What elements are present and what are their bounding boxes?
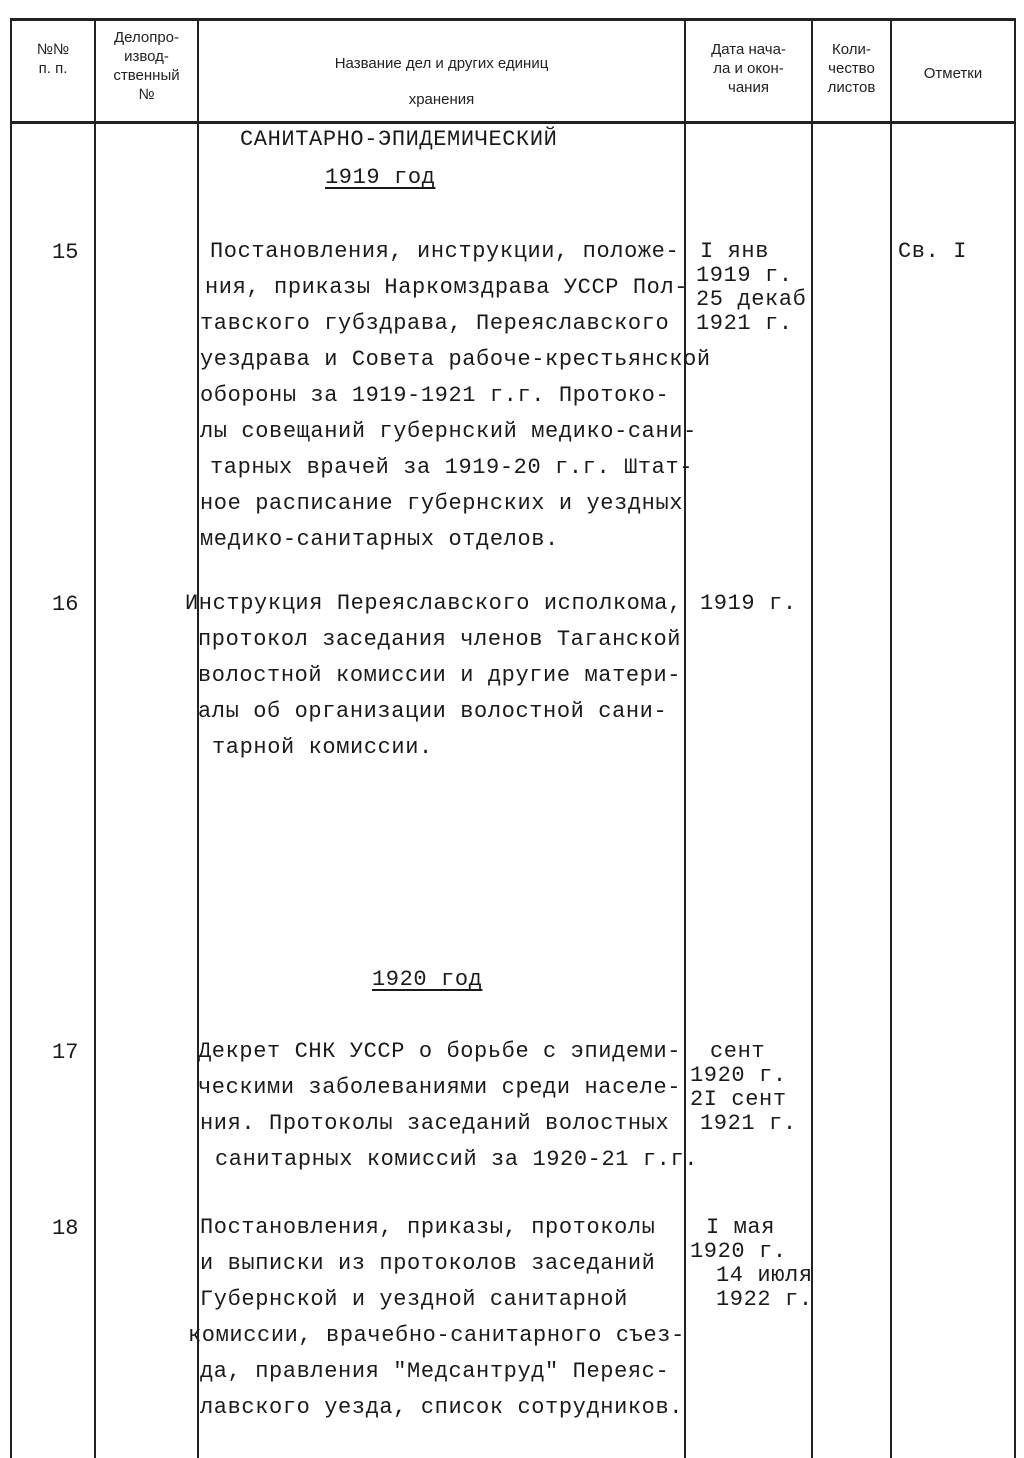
entry-date: 1919 г. [700, 591, 797, 616]
entry-title-line: протокол заседания членов Таганской [198, 627, 682, 652]
entry-title-line: тавского губздрава, Переяславского [200, 311, 670, 336]
entry-title-line: Постановления, инструкции, положе- [210, 239, 680, 264]
entry-date: 2I сент [690, 1087, 787, 1112]
header-dates [686, 40, 811, 97]
header-text: Дата нача- [711, 41, 786, 58]
entry-title-line: ное расписание губернских и уездных [200, 491, 684, 516]
entry-title-line: ния, приказы Наркомздрава УССР Пол- [205, 275, 689, 300]
entry-title-line: комиссии, врачебно-санитарного съез- [188, 1323, 685, 1348]
entry-number: 18 [52, 1216, 79, 1241]
entry-title-line: лавского уезда, список сотрудников. [200, 1395, 684, 1420]
entry-number: 15 [52, 240, 79, 265]
entry-date: 1921 г. [696, 311, 793, 336]
header-text: ственный [113, 67, 180, 84]
header-text: хранения [408, 91, 475, 108]
column-divider [684, 18, 686, 1458]
entry-date: сент [710, 1039, 766, 1064]
entry-date: 1920 г. [690, 1063, 787, 1088]
entry-notes: Св. I [898, 239, 968, 264]
header-text: ла и окон- [713, 60, 784, 77]
header-text: Коли- [832, 41, 871, 58]
table-top-border [10, 18, 1016, 21]
entry-title-line: обороны за 1919-1921 г.г. Протоко- [200, 383, 670, 408]
header-title [199, 46, 684, 118]
header-bottom-border [10, 121, 1016, 124]
entry-title-line: Декрет СНК УССР о борьбе с эпидеми- [198, 1039, 682, 1064]
header-text: Отметки [923, 65, 983, 82]
entry-title-line: Постановления, приказы, протоколы [200, 1215, 656, 1240]
header-text: чество [828, 60, 875, 77]
entry-title-line: уездрава и Совета рабоче-крестьянской [200, 347, 711, 372]
header-text: п. п. [38, 60, 68, 77]
entry-title-line: волостной комиссии и другие матери- [198, 663, 682, 688]
column-divider [811, 18, 813, 1458]
entry-title-line: и выписки из протоколов заседаний [200, 1251, 656, 1276]
entry-date: I янв [700, 239, 770, 264]
header-sheets [813, 40, 890, 97]
header-office-number [96, 28, 197, 104]
year-heading-1920: 1920 год [372, 967, 483, 992]
header-num [12, 40, 94, 78]
column-divider [197, 18, 199, 1458]
entry-title-line: алы об организации волостной сани- [198, 699, 668, 724]
header-text: извод- [124, 48, 169, 65]
header-text: Делопро- [113, 29, 180, 46]
entry-date: 25 декаб [696, 287, 807, 312]
entry-number: 17 [52, 1040, 79, 1065]
column-divider [94, 18, 96, 1458]
header-text: №№ [36, 41, 70, 58]
entry-title-line: тарных врачей за 1919-20 г.г. Штат- [210, 455, 694, 480]
entry-title-line: ния. Протоколы заседаний волостных [200, 1111, 670, 1136]
entry-date: I мая [706, 1215, 776, 1240]
entry-title-line: да, правления "Медсантруд" Переяс- [200, 1359, 670, 1384]
header-text: Название дел и других единиц [334, 55, 549, 72]
entry-title-line: тарной комиссии. [212, 735, 433, 760]
header-text: чания [728, 79, 769, 96]
entry-title-line: Инструкция Переяславского исполкома, [185, 591, 682, 616]
column-divider [1014, 18, 1016, 1458]
entry-date: 14 июля [716, 1263, 813, 1288]
entry-title-line: Губернской и уездной санитарной [200, 1287, 628, 1312]
year-heading-1919: 1919 год [325, 165, 436, 190]
entry-date: 1921 г. [700, 1111, 797, 1136]
entry-title-line: санитарных комиссий за 1920-21 г.г. [215, 1147, 699, 1172]
entry-number: 16 [52, 592, 79, 617]
column-divider [10, 18, 12, 1458]
header-text: листов [827, 79, 876, 96]
section-title: САНИТАРНО-ЭПИДЕМИЧЕСКИЙ [240, 127, 558, 152]
entry-title-line: лы совещаний губернский медико-сани- [200, 419, 697, 444]
entry-title-line: медико-санитарных отделов. [200, 527, 559, 552]
header-notes [892, 64, 1014, 83]
entry-title-line: ческими заболеваниями среди населе- [198, 1075, 682, 1100]
entry-date: 1920 г. [690, 1239, 787, 1264]
entry-date: 1922 г. [716, 1287, 813, 1312]
entry-date: 1919 г. [696, 263, 793, 288]
column-divider [890, 18, 892, 1458]
header-text: № [138, 86, 155, 103]
